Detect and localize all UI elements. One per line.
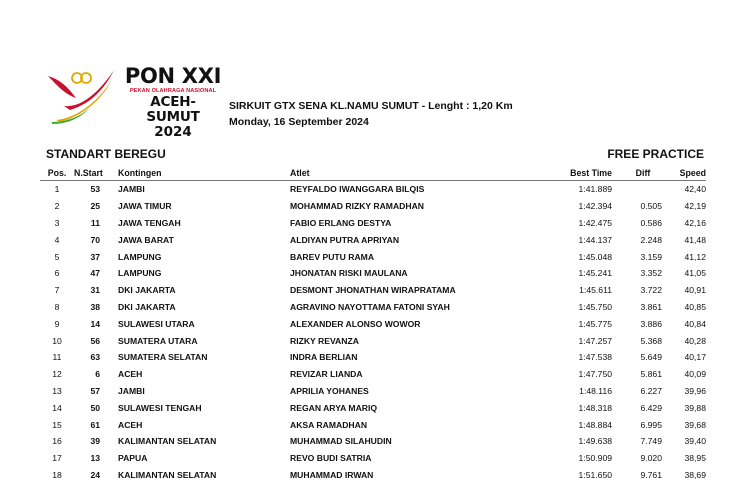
cell-speed: 40,84 <box>684 318 706 329</box>
cell-start: 70 <box>90 234 100 245</box>
cell-speed: 39,68 <box>684 419 706 430</box>
cell-start: 61 <box>90 419 100 430</box>
cell-pos: 5 <box>54 251 60 262</box>
cell-best-time: 1:48.318 <box>578 402 612 413</box>
cell-diff: 9.020 <box>640 453 662 464</box>
col-best-header: Best Time <box>570 167 612 178</box>
cell-speed: 41,12 <box>684 251 706 262</box>
cell-diff: 7.749 <box>640 436 662 447</box>
cell-speed: 40,28 <box>684 335 706 346</box>
cell-atlet: MUHAMMAD SILAHUDIN <box>290 436 392 447</box>
cell-kontingen: JAWA TENGAH <box>118 217 181 228</box>
cell-pos: 2 <box>54 201 60 212</box>
cell-speed: 39,40 <box>684 436 706 447</box>
cell-pos: 8 <box>54 301 60 312</box>
cell-pos: 18 <box>52 469 62 480</box>
cell-atlet: MUHAMMAD IRWAN <box>290 469 374 480</box>
cell-speed: 42,19 <box>684 201 706 212</box>
cell-atlet: ALEXANDER ALONSO WOWOR <box>290 318 421 329</box>
table-row <box>40 315 706 332</box>
cell-atlet: REVO BUDI SATRIA <box>290 453 372 464</box>
cell-speed: 41,05 <box>684 268 706 279</box>
cell-kontingen: JAWA TIMUR <box>118 201 172 212</box>
table-row <box>40 366 706 383</box>
cell-pos: 6 <box>54 268 60 279</box>
brand-year: 2024 <box>154 124 192 140</box>
cell-best-time: 1:47.257 <box>578 335 612 346</box>
cell-kontingen: SULAWESI TENGAH <box>118 402 202 413</box>
cell-best-time: 1:51.650 <box>578 469 612 480</box>
cell-atlet: AKSA RAMADHAN <box>290 419 368 430</box>
cell-atlet: ALDIYAN PUTRA APRIYAN <box>290 234 400 245</box>
cell-atlet: FABIO ERLANG DESTYA <box>290 217 392 228</box>
table-body <box>40 181 706 483</box>
category-title: STANDART BEREGU <box>46 147 166 161</box>
table-row <box>40 467 706 484</box>
cell-atlet: REVIZAR LIANDA <box>290 369 363 380</box>
cell-diff: 3.861 <box>640 301 662 312</box>
cell-kontingen: PAPUA <box>118 453 148 464</box>
cell-diff: 0.586 <box>640 217 662 228</box>
cell-pos: 17 <box>52 453 62 464</box>
cell-start: 37 <box>90 251 100 262</box>
cell-kontingen: SUMATERA UTARA <box>118 335 198 346</box>
cell-diff: 6.227 <box>640 385 662 396</box>
cell-diff: 2.248 <box>640 234 662 245</box>
cell-start: 24 <box>90 469 100 480</box>
cell-pos: 13 <box>52 385 62 396</box>
cell-pos: 15 <box>52 419 62 430</box>
cell-atlet: REYFALDO IWANGGARA BILQIS <box>290 184 425 195</box>
cell-start: 25 <box>90 201 100 212</box>
table-row <box>40 299 706 316</box>
cell-best-time: 1:41.889 <box>578 184 612 195</box>
cell-atlet: AGRAVINO NAYOTTAMA FATONI SYAH <box>290 301 450 312</box>
cell-atlet: BAREV PUTU RAMA <box>290 251 375 262</box>
table-row <box>40 198 706 215</box>
event-info <box>229 98 513 130</box>
cell-best-time: 1:49.638 <box>578 436 612 447</box>
session-title: FREE PRACTICE <box>607 147 704 161</box>
cell-best-time: 1:45.775 <box>578 318 612 329</box>
cell-best-time: 1:42.475 <box>578 217 612 228</box>
cell-speed: 42,40 <box>684 184 706 195</box>
table-row <box>40 383 706 400</box>
cell-kontingen: SUMATERA SELATAN <box>118 352 208 363</box>
cell-pos: 10 <box>52 335 62 346</box>
cell-diff: 6.995 <box>640 419 662 430</box>
cell-best-time: 1:47.538 <box>578 352 612 363</box>
cell-diff: 9.761 <box>640 469 662 480</box>
cell-best-time: 1:44.137 <box>578 234 612 245</box>
cell-start: 57 <box>90 385 100 396</box>
cell-best-time: 1:45.611 <box>579 285 612 296</box>
cell-diff: 6.429 <box>640 402 662 413</box>
cell-kontingen: JAMBI <box>118 184 145 195</box>
brand-region: ACEH-SUMUT <box>146 94 200 125</box>
brand-block <box>124 64 222 140</box>
cell-kontingen: DKI JAKARTA <box>118 301 176 312</box>
cell-atlet: REGAN ARYA MARIQ <box>290 402 378 413</box>
cell-atlet: MOHAMMAD RIZKY RAMADHAN <box>290 201 424 212</box>
table-row <box>40 399 706 416</box>
cell-pos: 3 <box>54 217 60 228</box>
table-row <box>40 332 706 349</box>
event-date: Monday, 16 September 2024 <box>229 116 369 128</box>
cell-kontingen: ACEH <box>118 369 143 380</box>
cell-best-time: 1:48.116 <box>579 385 612 396</box>
cell-best-time: 1:48.884 <box>578 419 612 430</box>
cell-kontingen: KALIMANTAN SELATAN <box>118 436 217 447</box>
cell-best-time: 1:42.394 <box>578 201 612 212</box>
table-row <box>40 181 706 198</box>
results-table <box>40 165 706 483</box>
cell-kontingen: LAMPUNG <box>118 268 162 279</box>
cell-start: 31 <box>90 285 100 296</box>
cell-pos: 16 <box>52 436 62 447</box>
cell-kontingen: SULAWESI UTARA <box>118 318 195 329</box>
cell-atlet: RIZKY REVANZA <box>290 335 359 346</box>
pon-logo-icon <box>46 64 118 124</box>
cell-kontingen: LAMPUNG <box>118 251 162 262</box>
cell-best-time: 1:50.909 <box>578 453 612 464</box>
cell-speed: 39,96 <box>684 385 706 396</box>
cell-start: 6 <box>95 369 100 380</box>
col-diff-header: Diff <box>635 167 651 178</box>
cell-diff: 3.352 <box>640 268 662 279</box>
cell-pos: 9 <box>54 318 60 329</box>
cell-kontingen: DKI JAKARTA <box>118 285 176 296</box>
col-kontingen-header: Kontingen <box>118 167 162 178</box>
brand-main-title: PON XXI <box>124 64 222 88</box>
cell-start: 38 <box>90 301 100 312</box>
cell-pos: 12 <box>52 369 62 380</box>
table-row <box>40 248 706 265</box>
cell-speed: 38,69 <box>684 469 706 480</box>
cell-speed: 39,88 <box>684 402 706 413</box>
cell-diff: 0.505 <box>640 201 662 212</box>
cell-start: 63 <box>90 352 100 363</box>
cell-start: 13 <box>90 453 100 464</box>
table-header <box>40 165 706 181</box>
cell-best-time: 1:45.750 <box>578 301 612 312</box>
cell-kontingen: ACEH <box>118 419 143 430</box>
cell-start: 14 <box>90 318 100 329</box>
cell-speed: 41,48 <box>684 234 706 245</box>
cell-pos: 7 <box>54 285 60 296</box>
col-start-header: N.Start <box>74 167 103 178</box>
cell-speed: 40,85 <box>684 301 706 312</box>
cell-best-time: 1:47.750 <box>578 369 612 380</box>
cell-kontingen: JAWA BARAT <box>118 234 174 245</box>
brand-subtitle: PEKAN OLAHRAGA NASIONAL <box>129 88 217 94</box>
table-row <box>40 215 706 232</box>
table-row <box>40 349 706 366</box>
cell-speed: 40,91 <box>684 285 706 296</box>
col-atlet-header: Atlet <box>290 167 310 178</box>
cell-diff: 3.159 <box>640 251 662 262</box>
cell-start: 11 <box>90 217 100 228</box>
table-row <box>40 433 706 450</box>
table-row <box>40 450 706 467</box>
cell-diff: 5.649 <box>640 352 662 363</box>
table-row <box>40 282 706 299</box>
cell-diff: 5.368 <box>640 335 662 346</box>
cell-atlet: APRILIA YOHANES <box>290 385 369 396</box>
table-row <box>40 231 706 248</box>
cell-start: 53 <box>90 184 100 195</box>
cell-atlet: INDRA BERLIAN <box>290 352 358 363</box>
table-row <box>40 416 706 433</box>
table-row <box>40 265 706 282</box>
cell-atlet: JHONATAN RISKI MAULANA <box>290 268 408 279</box>
cell-start: 47 <box>90 268 100 279</box>
cell-diff: 5.861 <box>640 369 662 380</box>
cell-best-time: 1:45.048 <box>578 251 612 262</box>
col-pos-header: Pos. <box>47 167 67 178</box>
cell-best-time: 1:45.241 <box>578 268 612 279</box>
cell-start: 39 <box>90 436 100 447</box>
cell-pos: 4 <box>54 234 60 245</box>
cell-pos: 1 <box>54 184 60 195</box>
cell-speed: 42,16 <box>684 217 706 228</box>
cell-diff: 3.886 <box>640 318 662 329</box>
cell-speed: 40,17 <box>684 352 706 363</box>
cell-start: 50 <box>90 402 100 413</box>
cell-atlet: DESMONT JHONATHAN WIRAPRATAMA <box>290 285 456 296</box>
cell-kontingen: KALIMANTAN SELATAN <box>118 469 217 480</box>
cell-speed: 40,09 <box>684 369 706 380</box>
cell-start: 56 <box>90 335 100 346</box>
cell-speed: 38,95 <box>684 453 706 464</box>
cell-kontingen: JAMBI <box>118 385 145 396</box>
cell-diff: 3.722 <box>640 285 662 296</box>
cell-pos: 14 <box>52 402 62 413</box>
circuit-info: SIRKUIT GTX SENA KL.NAMU SUMUT - Lenght : 1,20 Km <box>229 100 513 112</box>
cell-pos: 11 <box>52 352 62 363</box>
col-speed-header: Speed <box>679 167 706 178</box>
